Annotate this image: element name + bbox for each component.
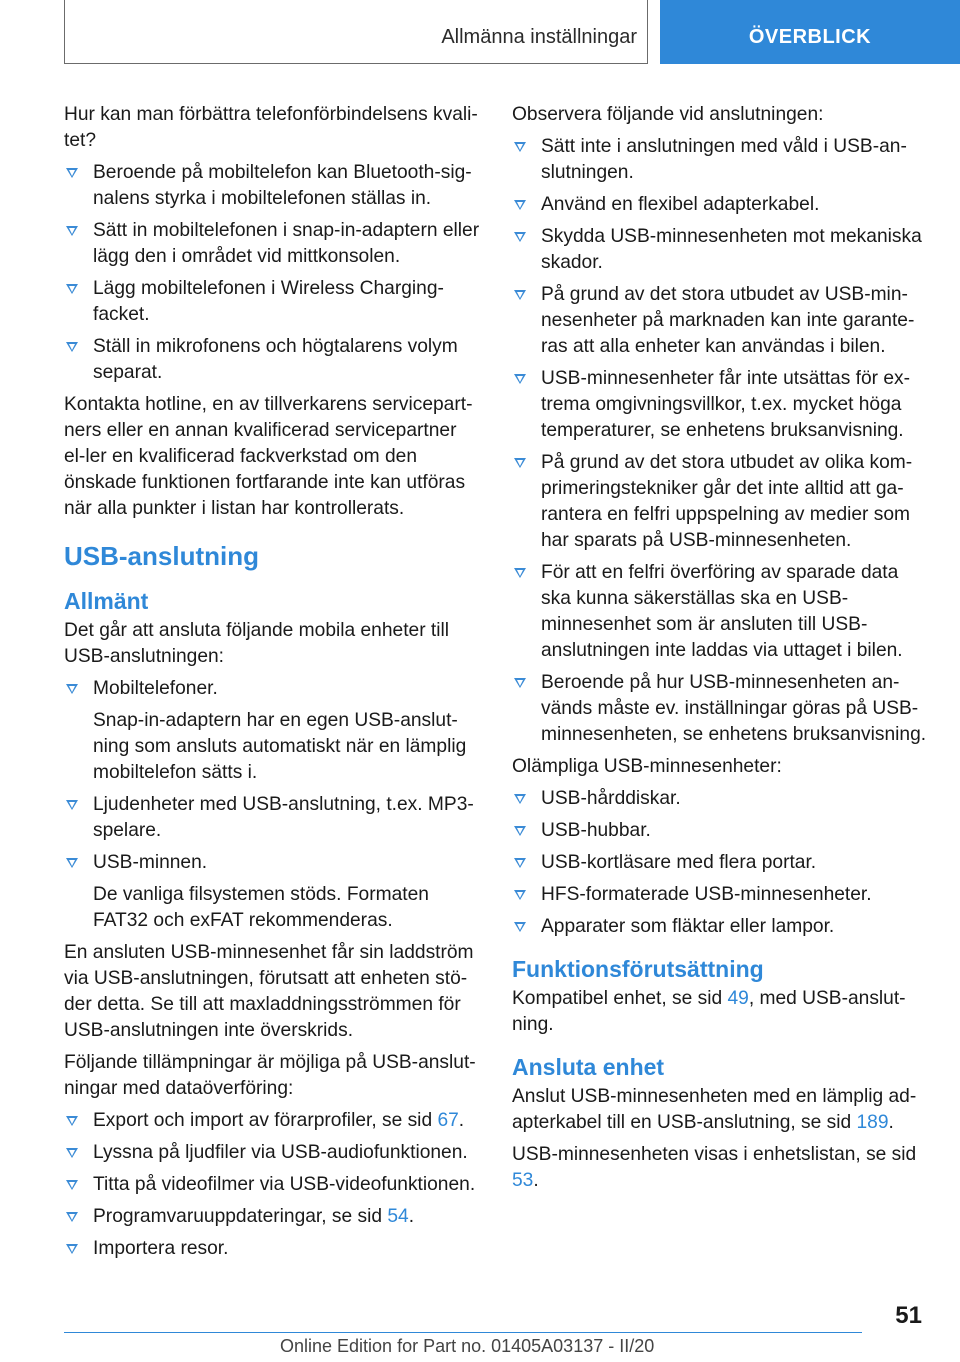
left-column bbox=[64, 102, 480, 1268]
list-item: Mobiltelefoner. Snap-in-adaptern har en egen USB-anslut-ning som ansluts automatiskt när en lämplig mobiltelefon sätts i. bbox=[64, 676, 480, 786]
intro-question: Hur kan man förbättra telefonförbindelsens kvali-tet? bbox=[64, 104, 478, 151]
list-item: Lägg mobiltelefonen i Wireless Charging-facket. bbox=[64, 276, 480, 328]
page-link[interactable]: 54 bbox=[387, 1206, 409, 1227]
section-tab[interactable] bbox=[64, 0, 648, 64]
connect-paragraph: Anslut USB-minnesenheten med en lämplig ad-apterkabel till en USB-anslutning, se sid 189. bbox=[512, 1086, 917, 1133]
page-header bbox=[0, 0, 960, 66]
page-link[interactable]: 67 bbox=[437, 1110, 459, 1131]
bullet-triangle-icon bbox=[514, 922, 526, 932]
overview-tab[interactable]: ÖVERBLICK bbox=[660, 0, 960, 64]
list-item: Importera resor. bbox=[64, 1236, 480, 1262]
requirements-paragraph: Kompatibel enhet, se sid 49, med USB-anslut-ning. bbox=[512, 988, 906, 1035]
list-item: Beroende på hur USB-minnesenheten an-vänds måste ev. inställningar göras på USB-minnesenheten, se enhetens bruksanvisning. bbox=[512, 670, 930, 748]
footer-divider bbox=[64, 1332, 862, 1333]
bullet-triangle-icon bbox=[66, 284, 78, 294]
list-item: USB-minnesenheter får inte utsättas för ex-trema omgivningsvillkor, t.ex. mycket höga temperaturer, se enhetens bruksanvisning. bbox=[512, 366, 930, 444]
bullet-triangle-icon bbox=[514, 374, 526, 384]
edition-footer: Online Edition for Part no. 01405A03137 - II/20 bbox=[280, 1336, 655, 1356]
list-item: USB-kortläsare med flera portar. bbox=[512, 850, 930, 876]
page-link[interactable]: 53 bbox=[512, 1170, 534, 1191]
bullet-triangle-icon bbox=[514, 794, 526, 804]
devices-list bbox=[64, 676, 480, 934]
list-item: Sätt in mobiltelefonen i snap-in-adaptern eller lägg den i området vid mittkonsolen. bbox=[64, 218, 480, 270]
bullet-triangle-icon bbox=[514, 458, 526, 468]
list-item: Ställ in mikrofonens och högtalarens volym separat. bbox=[64, 334, 480, 386]
bullet-triangle-icon bbox=[514, 142, 526, 152]
unsuitable-list bbox=[512, 786, 930, 940]
observe-list bbox=[512, 134, 930, 748]
list-item: USB-hårddiskar. bbox=[512, 786, 930, 812]
list-item: USB-minnen. De vanliga filsystemen stöds. Formaten FAT32 och exFAT rekommenderas. bbox=[64, 850, 480, 934]
bullet-triangle-icon bbox=[514, 568, 526, 578]
bullet-triangle-icon bbox=[514, 232, 526, 242]
requirements-heading: Funktionsförutsättning bbox=[512, 956, 764, 982]
bullet-triangle-icon bbox=[514, 290, 526, 300]
bullet-triangle-icon bbox=[514, 678, 526, 688]
contact-paragraph: Kontakta hotline, en av tillverkarens servicepart-ners eller en annan kvalificerad servicepartner el-ler en kvalificerad fackverkstad om den önskade funktionen fortfarande inte kan utföras när alla punkter i listan har kontrollerats. bbox=[64, 394, 473, 519]
bullet-triangle-icon bbox=[514, 890, 526, 900]
list-item: För att en felfri överföring av sparade data ska kunna säkerställas ska en USB-minnesenhet som är ansluten till USB-anslutningen inte laddas via uttaget i bilen. bbox=[512, 560, 930, 664]
list-item: Beroende på mobiltelefon kan Bluetooth-sig-nalens styrka i mobiltelefonen ställas in. bbox=[64, 160, 480, 212]
list-item: Apparater som fläktar eller lampor. bbox=[512, 914, 930, 940]
list-item: Ljudenheter med USB-anslutning, t.ex. MP3-spelare. bbox=[64, 792, 480, 844]
page-link[interactable]: 49 bbox=[727, 988, 749, 1009]
list-item: Export och import av förarprofiler, se sid 67. bbox=[64, 1108, 480, 1134]
devices-intro: Det går att ansluta följande mobila enheter till USB-anslutningen: bbox=[64, 620, 450, 667]
list-item: Använd en flexibel adapterkabel. bbox=[512, 192, 930, 218]
section-tab-label: Allmänna inställningar bbox=[441, 26, 637, 48]
bullet-triangle-icon bbox=[66, 1244, 78, 1254]
list-item: Titta på videofilmer via USB-videofunktionen. bbox=[64, 1172, 480, 1198]
bullet-triangle-icon bbox=[66, 342, 78, 352]
list-item: På grund av det stora utbudet av USB-min-nesenheter på marknaden kan inte garante-ras att alla enheter kan användas i bilen. bbox=[512, 282, 930, 360]
bullet-triangle-icon bbox=[66, 800, 78, 810]
bullet-triangle-icon bbox=[66, 1148, 78, 1158]
apps-list bbox=[64, 1108, 480, 1262]
device-list-paragraph: USB-minnesenheten visas i enhetslistan, se sid 53. bbox=[512, 1144, 917, 1191]
list-item: Skydda USB-minnesenheten mot mekaniska skador. bbox=[512, 224, 930, 276]
observe-intro: Observera följande vid anslutningen: bbox=[512, 104, 824, 125]
right-column bbox=[512, 102, 930, 1200]
list-item: Programvaruuppdateringar, se sid 54. bbox=[64, 1204, 480, 1230]
power-paragraph: En ansluten USB-minnesenhet får sin laddström via USB-anslutningen, förutsatt att enheten stö-der detta. Se till att maxladdningsströmmen för USB-anslutningen inte överskrids. bbox=[64, 942, 474, 1041]
quality-tips-list bbox=[64, 160, 480, 386]
bullet-triangle-icon bbox=[66, 168, 78, 178]
bullet-triangle-icon bbox=[66, 858, 78, 868]
connect-heading: Ansluta enhet bbox=[512, 1054, 665, 1080]
bullet-triangle-icon bbox=[514, 826, 526, 836]
list-item: Sätt inte i anslutningen med våld i USB-an-slutningen. bbox=[512, 134, 930, 186]
list-item: HFS-formaterade USB-minnesenheter. bbox=[512, 882, 930, 908]
bullet-triangle-icon bbox=[66, 226, 78, 236]
unsuitable-intro: Olämpliga USB-minnesenheter: bbox=[512, 756, 782, 777]
bullet-triangle-icon bbox=[66, 684, 78, 694]
bullet-triangle-icon bbox=[514, 858, 526, 868]
general-heading: Allmänt bbox=[64, 588, 149, 614]
usb-heading: USB-anslutning bbox=[64, 541, 259, 571]
bullet-triangle-icon bbox=[66, 1116, 78, 1126]
bullet-triangle-icon bbox=[66, 1212, 78, 1222]
list-item: På grund av det stora utbudet av olika kom-primeringstekniker går det inte alltid att ga-rantera en felfri uppspelning av medier som har sparats på USB-minnesenheten. bbox=[512, 450, 930, 554]
bullet-triangle-icon bbox=[66, 1180, 78, 1190]
list-item: Lyssna på ljudfiler via USB-audiofunktionen. bbox=[64, 1140, 480, 1166]
bullet-triangle-icon bbox=[514, 200, 526, 210]
page-number: 51 bbox=[895, 1302, 922, 1329]
apps-intro: Följande tillämpningar är möjliga på USB-anslut-ningar med dataöverföring: bbox=[64, 1052, 476, 1099]
list-item: USB-hubbar. bbox=[512, 818, 930, 844]
page-link[interactable]: 189 bbox=[856, 1112, 889, 1133]
